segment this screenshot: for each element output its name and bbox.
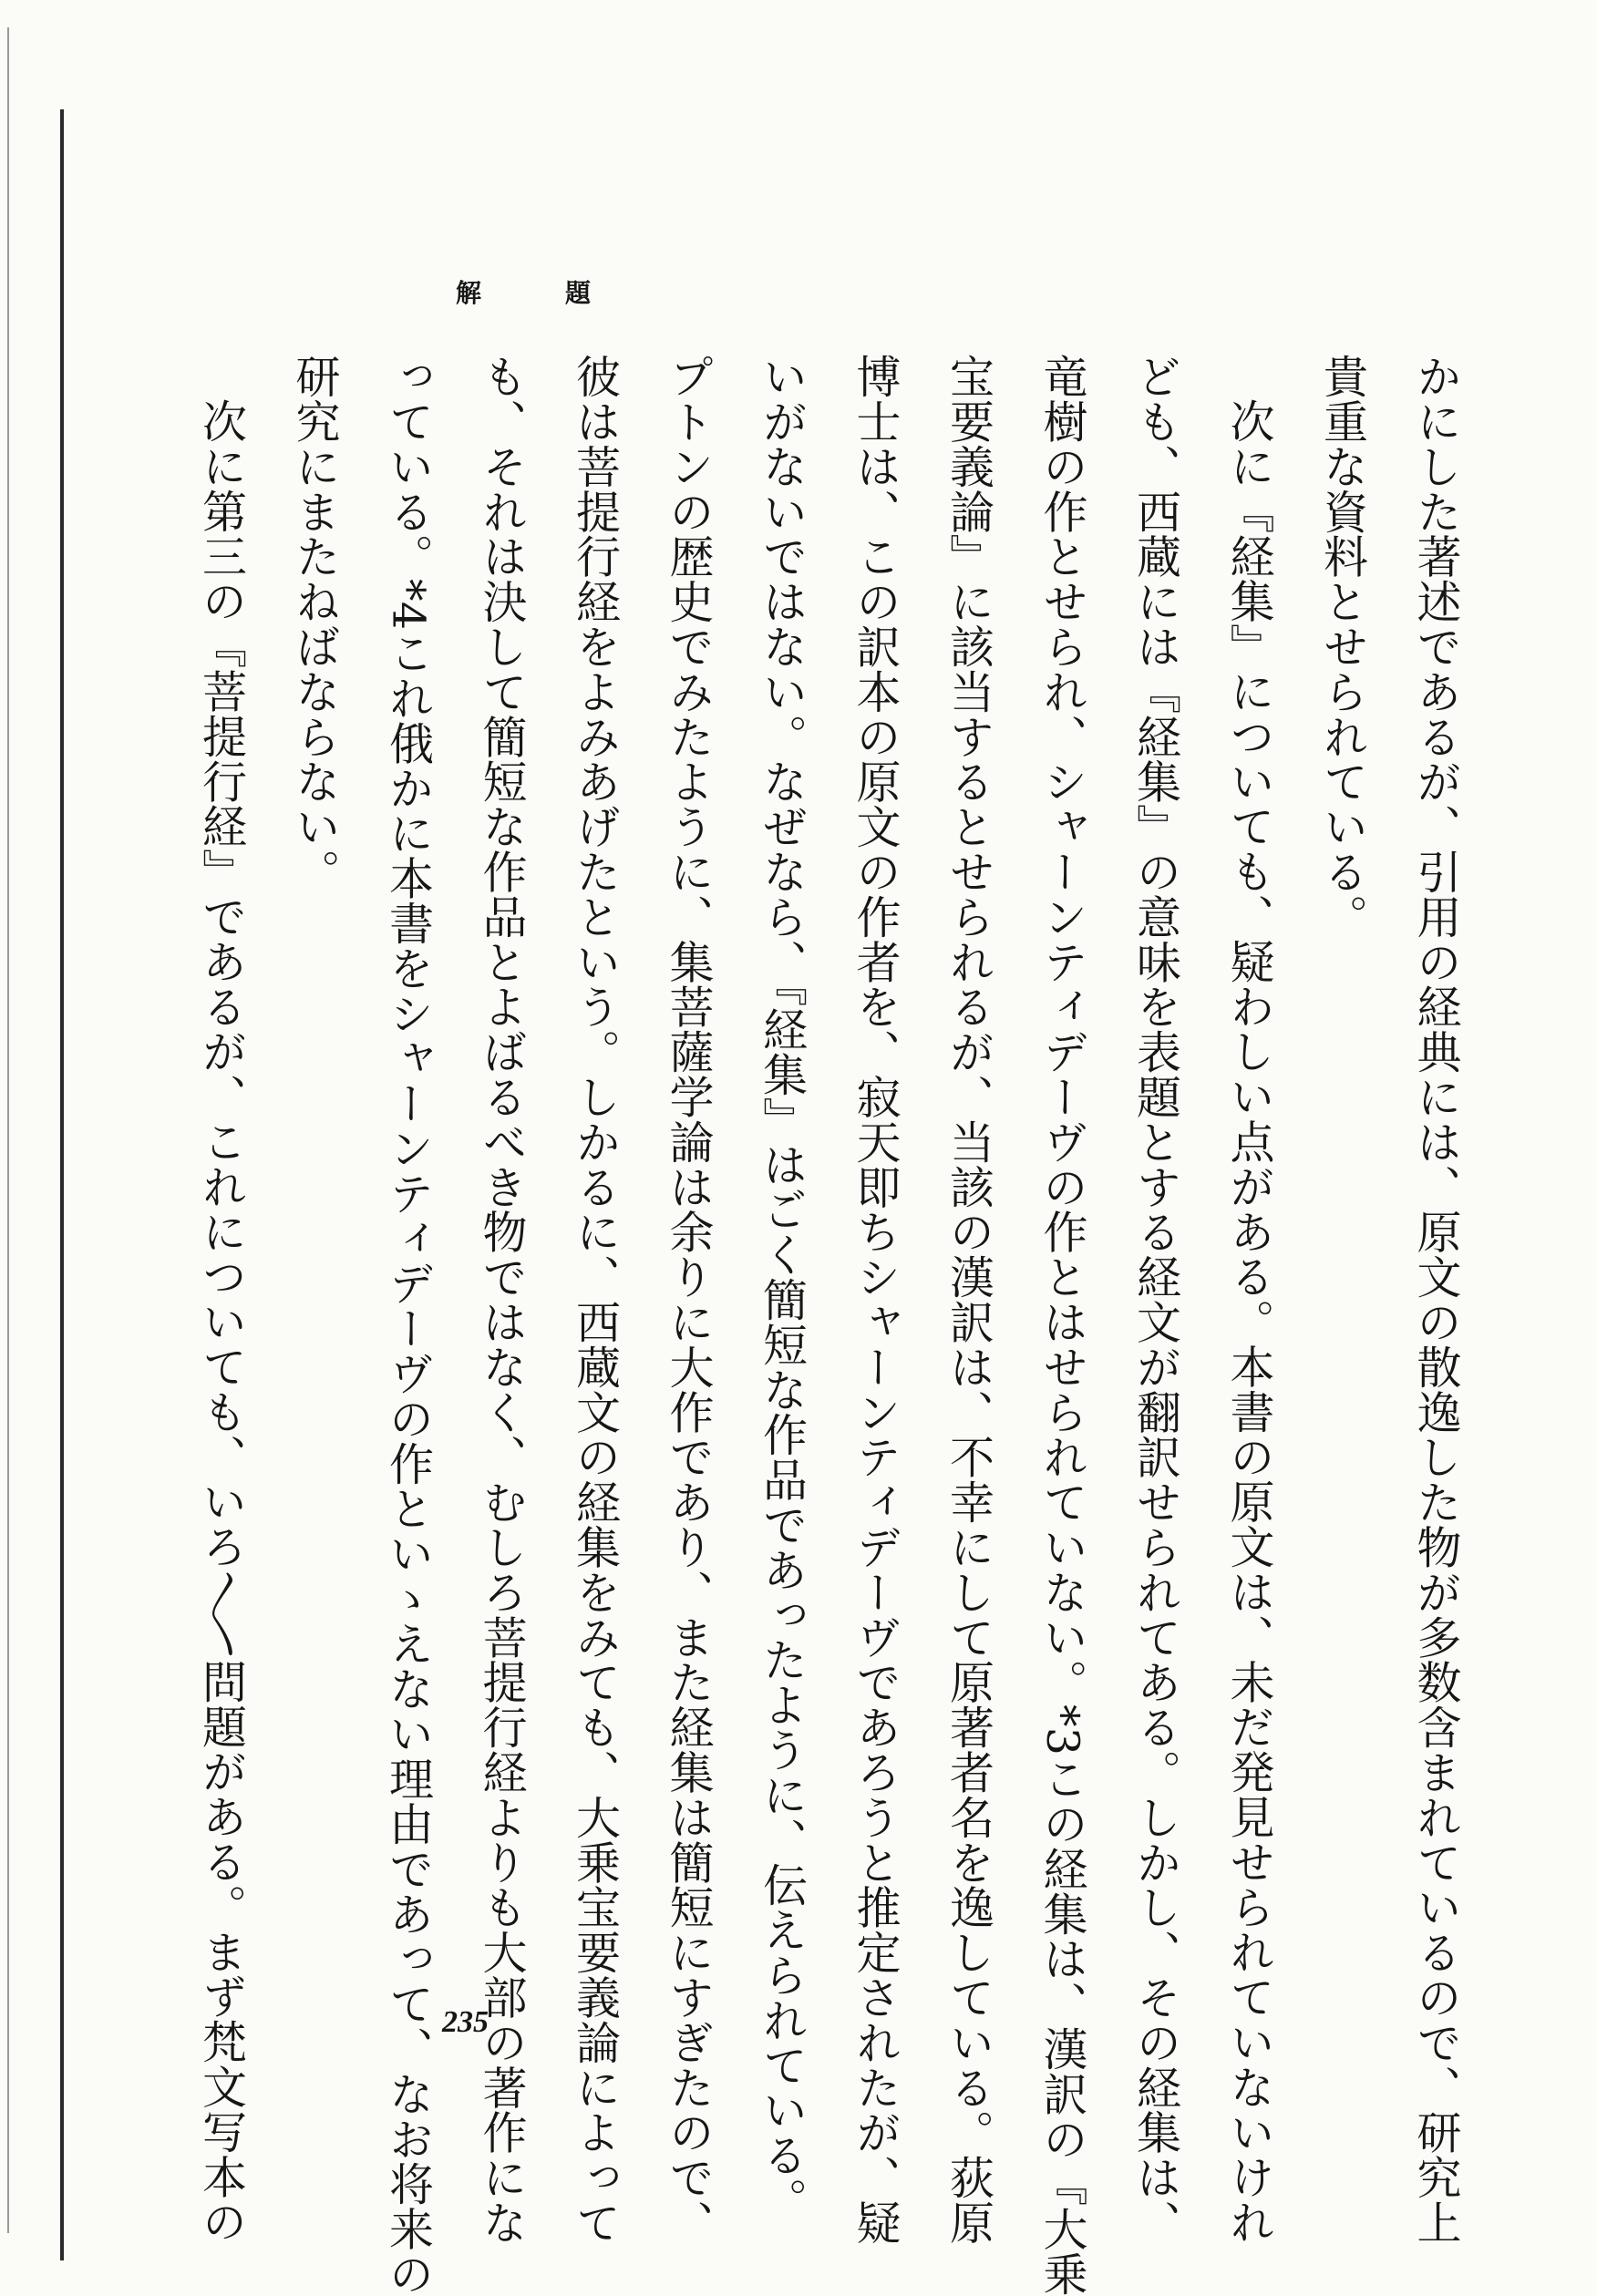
text-line: かにした著述であるが、引用の経典には、原文の散逸した物が多数含まれているので、研究上 [1410,354,1462,2245]
text-line: 竜樹の作とせられ、シャーンティデーヴの作とはせられていない。*3この経集は、漢訳の『大乗 [1036,354,1088,2296]
text-line: 宝要義論』に該当するとせられるが、当該の漢訳は、不幸にして原著者名を逸している。荻原 [943,354,995,2245]
text-line: も、それは決して簡短な作品とよばるべき物ではなく、むしろ菩提行経よりも大部の著作にな [476,354,528,2245]
page-number: 235 [442,2005,489,2039]
text-line: ども、西蔵には『経集』の意味を表題とする経文が翻訳せられてある。しかし、その経集は、 [1129,354,1182,2245]
running-head [456,273,592,310]
running-head-char-2: 題 [564,278,592,308]
running-head-char-1: 解 [456,278,484,308]
text-line: いがないではない。なぜなら、『経集』はごく簡短な作品であったように、伝えられている。 [756,354,809,2223]
text-line: っている。*4これ俄かに本書をシャーンティデーヴの作といゝえない理由であって、なお将来の [382,354,435,2296]
text-line: 次に『経集』についても、疑わしい点がある。本書の原文は、未だ発見せられていないけれ [1223,398,1275,2245]
text-line: 貴重な資料とせられている。 [1316,354,1369,940]
binding-edge-line [60,109,64,2260]
text-line: 次に第三の『菩提行経』であるが、これについても、いろ〳〵問題がある。まず梵文写本の [195,398,248,2244]
page-edge-line [7,27,9,2233]
text-line: 彼は菩提行経をよみあげたという。しかるに、西蔵文の経集をみても、大乗宝要義論によって [569,354,622,2245]
text-line: プトンの歴史でみたように、集菩薩学論は余りに大作であり、また経集は簡短にすぎたので、 [663,354,715,2245]
text-line: 博士は、この訳本の原文の作者を、寂天即ちシャーンティデーヴであろうと推定されたが、疑 [850,354,902,2245]
text-line: 研究にまたねばならない。 [289,354,341,894]
